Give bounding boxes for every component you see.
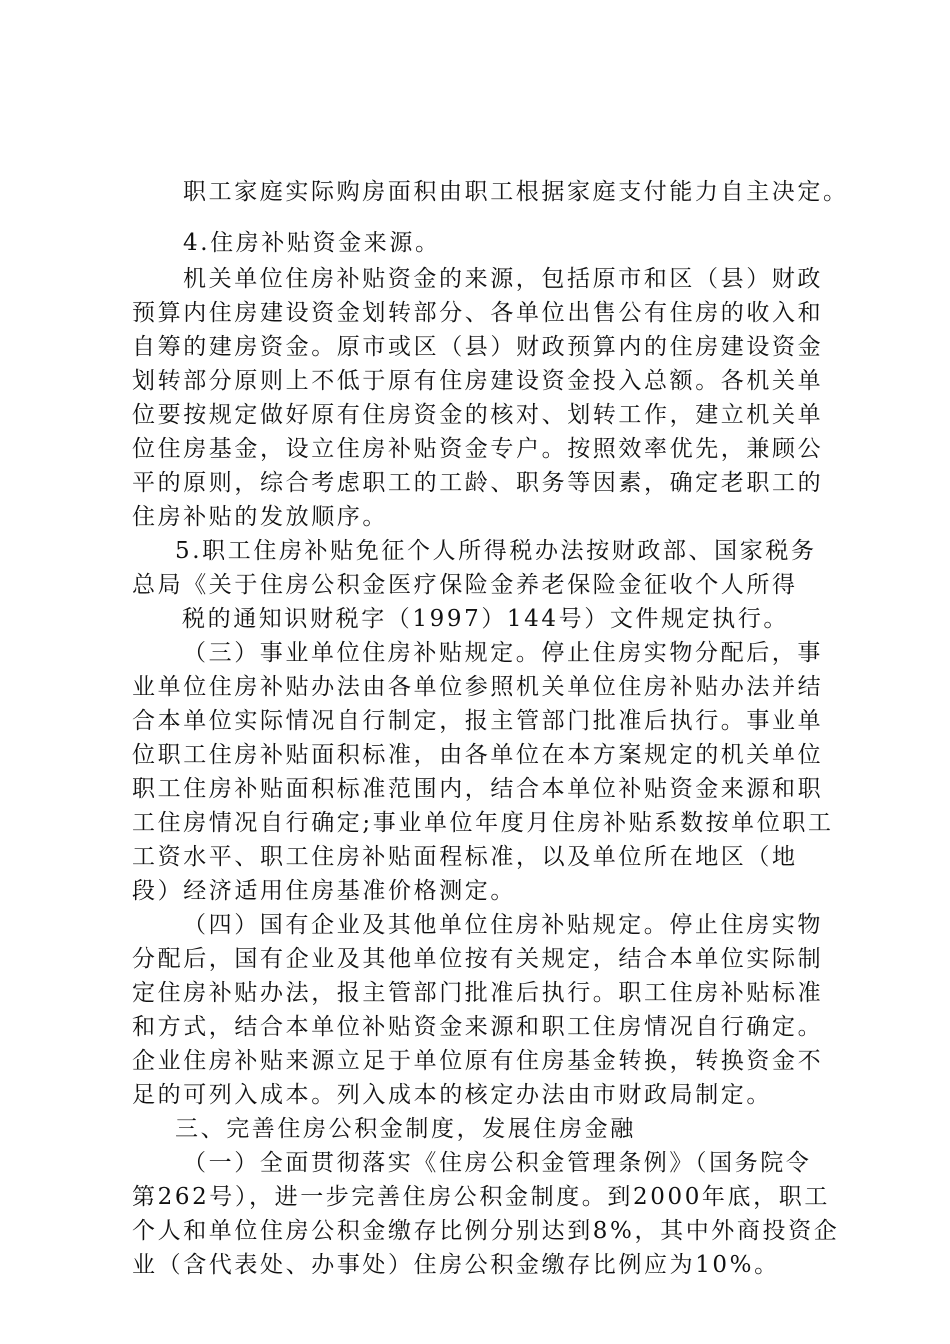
text-line: 个人和单位住房公积金缴存比例分别达到8%，其中外商投资企 [132,1218,840,1244]
text-line: 企业住房补贴来源立足于单位原有住房基金转换，转换资金不 [132,1048,824,1074]
text-line: 职工住房补贴面积标准范围内，结合本单位补贴资金来源和职 [132,776,824,802]
section-heading: 5.职工住房补贴免征个人所得税办法按财政部、国家税务 [175,538,817,564]
text-line: 平的原则，综合考虑职工的工龄、职务等因素，确定老职工的 [132,470,824,496]
text-line: 分配后，国有企业及其他单位按有关规定，结合本单位实际制 [132,946,824,972]
text-line: 机关单位住房补贴资金的来源，包括原市和区（县）财政 [183,266,823,292]
text-line: 划转部分原则上不低于原有住房建设资金投入总额。各机关单 [132,368,824,394]
text-line: 合本单位实际情况自行制定，报主管部门批准后执行。事业单 [132,708,824,734]
section-heading: （四）国有企业及其他单位住房补贴规定。停止住房实物 [183,912,823,938]
text-line: 工资水平、职工住房补贴面程标准，以及单位所在地区（地 [132,844,798,870]
text-line: 定住房补贴办法，报主管部门批准后执行。职工住房补贴标准 [132,980,824,1006]
section-heading: 三、完善住房公积金制度，发展住房金融 [175,1116,636,1142]
text-line: 工住房情况自行确定;事业单位年度月住房补贴系数按单位职工 [132,810,834,836]
text-line: 和方式，结合本单位补贴资金来源和职工住房情况自行确定。 [132,1014,824,1040]
text-line: 业单位住房补贴办法由各单位参照机关单位住房补贴办法并结 [132,674,824,700]
text-line: 住房补贴的发放顺序。 [132,504,388,530]
text-line: 位要按规定做好原有住房资金的核对、划转工作，建立机关单 [132,402,824,428]
text-line: 位住房基金，设立住房补贴资金专户。按照效率优先，兼顾公 [132,436,824,462]
text-line: 总局《关于住房公积金医疗保险金养老保险金征收个人所得 [132,572,798,598]
text-line: 税的通知识财税字（1997）144号）文件规定执行。 [182,606,790,632]
text-line: 预算内住房建设资金划转部分、各单位出售公有住房的收入和 [132,300,824,326]
section-heading: （一）全面贯彻落实《住房公积金管理条例》（国务院令 [183,1150,812,1176]
text-line: 段）经济适用住房基准价格测定。 [132,878,516,904]
text-line: 业（含代表处、办事处）住房公积金缴存比例应为10%。 [132,1252,780,1278]
section-heading: 4.住房补贴资金来源。 [183,230,441,256]
text-line: 位职工住房补贴面积标准，由各单位在本方案规定的机关单位 [132,742,824,768]
section-heading: （三）事业单位住房补贴规定。停止住房实物分配后，事 [183,640,823,666]
text-line: 第262号），进一步完善住房公积金制度。到2000年底，职工 [132,1184,830,1210]
text-line: 足的可列入成本。列入成本的核定办法由市财政局制定。 [132,1082,772,1108]
text-line: 职工家庭实际购房面积由职工根据家庭支付能力自主决定。 [183,179,849,205]
text-line: 自筹的建房资金。原市或区（县）财政预算内的住房建设资金 [132,334,824,360]
